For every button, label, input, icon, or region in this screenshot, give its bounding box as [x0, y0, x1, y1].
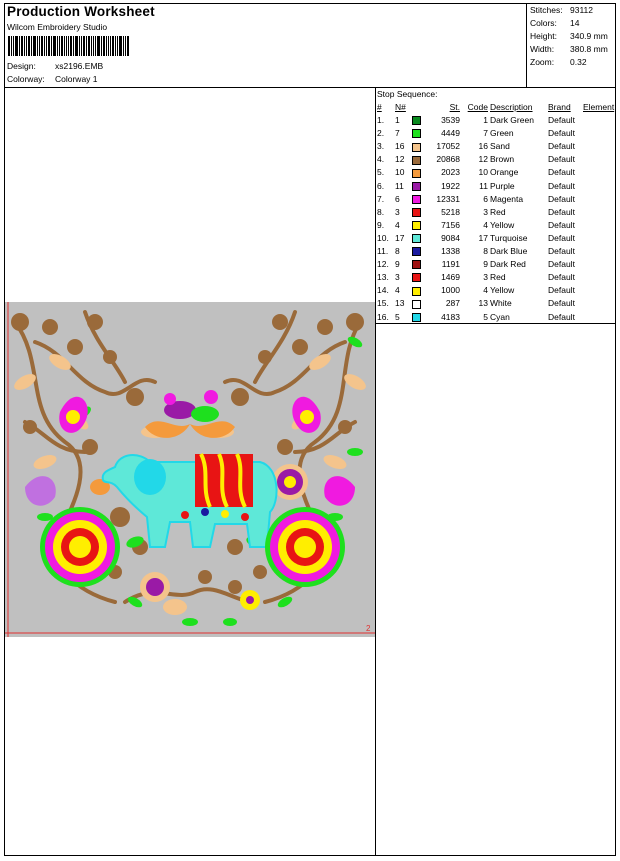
- cell-code: 8: [483, 246, 488, 257]
- cell-n: 5: [395, 311, 400, 322]
- color-swatch: [412, 169, 421, 178]
- cell-n: 6: [395, 193, 400, 204]
- barcode-bar: [108, 36, 109, 56]
- cell-idx: 8.: [377, 206, 385, 217]
- table-row: [377, 271, 614, 284]
- table-row: [377, 206, 614, 219]
- cell-brand: Default: [548, 311, 575, 322]
- table-row: [377, 127, 614, 140]
- header-divider: [4, 87, 616, 88]
- barcode-bar: [125, 36, 126, 56]
- color-swatch-cell: [412, 245, 426, 258]
- color-swatch: [412, 221, 421, 230]
- barcode-bar: [46, 36, 47, 56]
- cell-brand: Default: [548, 180, 575, 191]
- color-swatch: [412, 116, 421, 125]
- cell-idx: 16.: [377, 311, 389, 322]
- cell-element: [583, 127, 614, 140]
- color-swatch-cell: [412, 297, 426, 310]
- cell-n: 16: [395, 141, 405, 152]
- cell-element: [583, 206, 614, 219]
- barcode-bar: [73, 36, 74, 56]
- page-title: Production Worksheet: [7, 4, 155, 19]
- stop-sequence-title: Stop Sequence:: [377, 89, 438, 99]
- cell-brand: Default: [548, 206, 575, 217]
- barcode-bar: [64, 36, 65, 56]
- cell-st: 9084: [441, 232, 460, 243]
- software-name: Wilcom Embroidery Studio: [7, 22, 108, 32]
- cell-idx: 1.: [377, 115, 385, 126]
- stat-width: [530, 43, 608, 56]
- barcode-bar: [53, 36, 56, 56]
- cell-n: 3: [395, 206, 400, 217]
- cell-desc: Dark Red: [490, 259, 526, 270]
- barcode-bar: [21, 36, 23, 56]
- barcode-bar: [61, 36, 63, 56]
- cell-element: [583, 193, 614, 206]
- cell-n: 7: [395, 128, 400, 139]
- cell-idx: 11.: [377, 246, 389, 257]
- color-swatch-cell: [412, 114, 426, 127]
- cell-brand: Default: [548, 246, 575, 257]
- barcode-bar: [110, 36, 111, 56]
- header-description: Description: [490, 102, 533, 112]
- table-row: [377, 114, 614, 127]
- cell-idx: 2.: [377, 128, 385, 139]
- cell-code: 10: [478, 167, 488, 178]
- barcode-bar: [91, 36, 92, 56]
- cell-desc: Orange: [490, 167, 519, 178]
- cell-st: 3539: [441, 115, 460, 126]
- barcode-bar: [117, 36, 118, 56]
- barcode-bar: [33, 36, 36, 56]
- color-swatch: [412, 300, 421, 309]
- color-swatch: [412, 195, 421, 204]
- cell-desc: Purple: [490, 180, 515, 191]
- barcode-bar: [48, 36, 50, 56]
- cell-st: 287: [445, 298, 460, 309]
- cell-st: 1922: [441, 180, 460, 191]
- cell-st: 2023: [441, 167, 460, 178]
- cell-desc: Yellow: [490, 285, 515, 296]
- barcode-bar: [44, 36, 45, 56]
- table-row: [377, 166, 614, 179]
- color-swatch: [412, 182, 421, 191]
- cell-brand: Default: [548, 232, 575, 243]
- cell-element: [583, 311, 614, 324]
- barcode-bar: [51, 36, 52, 56]
- header-needle: N#: [395, 102, 406, 112]
- color-swatch: [412, 234, 421, 243]
- color-swatch-cell: [412, 258, 426, 271]
- cell-code: 17: [478, 232, 488, 243]
- color-swatch: [412, 260, 421, 269]
- color-swatch: [412, 129, 421, 138]
- color-swatch-cell: [412, 219, 426, 232]
- cell-desc: Magenta: [490, 193, 524, 204]
- color-swatch-cell: [412, 232, 426, 245]
- cell-brand: Default: [548, 272, 575, 283]
- color-swatch-cell: [412, 206, 426, 219]
- stat-value: 380.8 mm: [570, 44, 608, 54]
- colorway-row: [7, 74, 98, 84]
- cell-n: 11: [395, 180, 404, 191]
- barcode-bar: [79, 36, 80, 56]
- color-swatch-cell: [412, 311, 426, 324]
- cell-brand: Default: [548, 167, 575, 178]
- cell-element: [583, 140, 614, 153]
- cell-idx: 4.: [377, 154, 385, 165]
- color-swatch-cell: [412, 153, 426, 166]
- cell-element: [583, 166, 614, 179]
- cell-desc: Yellow: [490, 219, 515, 230]
- cell-st: 1469: [441, 272, 460, 283]
- barcode-bar: [13, 36, 14, 56]
- cell-code: 3: [483, 206, 488, 217]
- header-element: Element: [583, 102, 615, 112]
- stat-colors: [530, 17, 608, 30]
- table-row: [377, 232, 614, 245]
- cell-idx: 14.: [377, 285, 389, 296]
- cell-element: [583, 271, 614, 284]
- cell-idx: 12.: [377, 259, 389, 270]
- barcode-bar: [24, 36, 25, 56]
- design-preview: [5, 302, 375, 637]
- cell-desc: Turquoise: [490, 232, 528, 243]
- barcode-bar: [93, 36, 94, 56]
- table-row: [377, 180, 614, 193]
- cell-desc: Sand: [490, 141, 510, 152]
- table-row: [377, 311, 614, 324]
- color-swatch-cell: [412, 140, 426, 153]
- cell-idx: 15.: [377, 298, 389, 309]
- table-row: [377, 284, 614, 297]
- header-index: #: [377, 102, 382, 112]
- cell-desc: Dark Green: [490, 115, 534, 126]
- table-row: [377, 258, 614, 271]
- stat-value: 340.9 mm: [570, 31, 608, 41]
- barcode-bar: [41, 36, 43, 56]
- color-swatch: [412, 247, 421, 256]
- cell-element: [583, 284, 614, 297]
- barcode-bar: [57, 36, 58, 56]
- cell-element: [583, 114, 614, 127]
- color-swatch: [412, 287, 421, 296]
- stat-label: Height:: [530, 31, 557, 41]
- cell-brand: Default: [548, 285, 575, 296]
- table-row: [377, 297, 614, 310]
- cell-code: 1: [483, 115, 488, 126]
- cell-element: [583, 245, 614, 258]
- cell-code: 9: [483, 259, 488, 270]
- cell-desc: Cyan: [490, 311, 510, 322]
- cell-st: 20868: [436, 154, 460, 165]
- stats-divider: [526, 3, 527, 87]
- cell-brand: Default: [548, 298, 575, 309]
- color-swatch: [412, 273, 421, 282]
- barcode-bar: [95, 36, 96, 56]
- cell-n: 17: [395, 232, 405, 243]
- cell-brand: Default: [548, 259, 575, 270]
- cell-desc: Brown: [490, 154, 515, 165]
- colorway-value: Colorway 1: [55, 74, 98, 84]
- cell-n: 4: [395, 285, 400, 296]
- cell-desc: Red: [490, 206, 506, 217]
- table-row: [377, 219, 614, 232]
- cell-idx: 9.: [377, 219, 385, 230]
- barcode-bar: [26, 36, 27, 56]
- embroidery-design-image: [5, 302, 375, 637]
- stat-value: 0.32: [570, 57, 587, 67]
- cell-n: 9: [395, 259, 400, 270]
- cell-element: [583, 180, 614, 193]
- color-swatch: [412, 313, 421, 322]
- cell-brand: Default: [548, 154, 575, 165]
- barcode-bar: [106, 36, 107, 56]
- cell-idx: 7.: [377, 193, 385, 204]
- barcode-bar: [11, 36, 12, 56]
- header-stitches: St.: [449, 102, 460, 112]
- color-swatch: [412, 156, 421, 165]
- cell-code: 12: [478, 154, 488, 165]
- design-stats: [530, 4, 608, 69]
- color-swatch-cell: [412, 180, 426, 193]
- cell-code: 3: [483, 272, 488, 283]
- barcode-bar: [119, 36, 122, 56]
- cell-n: 12: [395, 154, 405, 165]
- barcode-bar: [68, 36, 69, 56]
- table-row: [377, 193, 614, 206]
- stat-value: 14: [570, 18, 580, 28]
- stat-stitches: [530, 4, 608, 17]
- cell-brand: Default: [548, 141, 575, 152]
- cell-st: 17052: [436, 141, 460, 152]
- cell-element: [583, 232, 614, 245]
- barcode-bar: [83, 36, 85, 56]
- color-swatch-cell: [412, 271, 426, 284]
- barcode-bar: [81, 36, 82, 56]
- cell-st: 1191: [441, 259, 460, 270]
- stat-zoom: [530, 56, 608, 69]
- table-row: [377, 140, 614, 153]
- design-row: [7, 61, 103, 71]
- color-swatch-cell: [412, 166, 426, 179]
- header-brand: Brand: [548, 102, 571, 112]
- stat-value: 93112: [570, 5, 594, 15]
- header-swatch: [412, 101, 426, 114]
- color-swatch-cell: [412, 193, 426, 206]
- barcode-bar: [8, 36, 10, 56]
- barcode-bar: [112, 36, 114, 56]
- cell-code: 7: [483, 128, 488, 139]
- cell-brand: Default: [548, 193, 575, 204]
- stat-label: Colors:: [530, 18, 557, 28]
- cell-n: 1: [395, 115, 400, 126]
- barcode-bar: [15, 36, 18, 56]
- barcode: [8, 36, 130, 56]
- table-header-row: [377, 101, 614, 114]
- design-value: xs2196.EMB: [55, 61, 104, 71]
- table-row: [377, 153, 614, 166]
- cell-st: 4183: [441, 311, 460, 322]
- cell-n: 10: [395, 167, 405, 178]
- barcode-bar: [127, 36, 129, 56]
- header-code: Code: [467, 102, 488, 112]
- cell-n: 4: [395, 219, 400, 230]
- cell-code: 4: [483, 285, 488, 296]
- barcode-bar: [97, 36, 100, 56]
- cell-idx: 10.: [377, 232, 389, 243]
- color-swatch-cell: [412, 127, 426, 140]
- cell-st: 1000: [441, 285, 460, 296]
- cell-st: 1338: [441, 246, 460, 257]
- colorway-label: Colorway:: [7, 74, 45, 84]
- cell-st: 7156: [441, 219, 460, 230]
- barcode-bar: [66, 36, 67, 56]
- barcode-bar: [101, 36, 102, 56]
- cell-code: 6: [483, 193, 488, 204]
- barcode-bar: [88, 36, 90, 56]
- barcode-bar: [115, 36, 116, 56]
- cell-n: 3: [395, 272, 400, 283]
- barcode-bar: [59, 36, 60, 56]
- barcode-bar: [39, 36, 40, 56]
- barcode-bar: [123, 36, 124, 56]
- barcode-bar: [75, 36, 78, 56]
- column-divider: [375, 87, 376, 856]
- stat-height: [530, 30, 608, 43]
- cell-idx: 13.: [377, 272, 389, 283]
- cell-brand: Default: [548, 115, 575, 126]
- cell-element: [583, 258, 614, 271]
- cell-st: 12331: [436, 193, 460, 204]
- cell-desc: White: [490, 298, 512, 309]
- stat-label: Zoom:: [530, 57, 555, 67]
- barcode-bar: [31, 36, 32, 56]
- barcode-bar: [70, 36, 72, 56]
- cell-idx: 6.: [377, 180, 385, 191]
- cell-desc: Green: [490, 128, 514, 139]
- cell-st: 4449: [441, 128, 460, 139]
- table-row: [377, 245, 614, 258]
- cell-brand: Default: [548, 219, 575, 230]
- cell-code: 13: [478, 298, 488, 309]
- cell-desc: Dark Blue: [490, 246, 528, 257]
- cell-desc: Red: [490, 272, 506, 283]
- cell-code: 4: [483, 219, 488, 230]
- stat-label: Width:: [530, 44, 555, 54]
- cell-n: 13: [395, 298, 405, 309]
- barcode-bar: [103, 36, 105, 56]
- barcode-bar: [37, 36, 38, 56]
- cell-element: [583, 219, 614, 232]
- cell-n: 8: [395, 246, 400, 257]
- cell-code: 5: [483, 311, 488, 322]
- stop-sequence-table: [377, 101, 614, 324]
- cell-element: [583, 297, 614, 310]
- cell-code: 16: [478, 141, 488, 152]
- design-label: Design:: [7, 61, 36, 71]
- cell-st: 5218: [441, 206, 460, 217]
- color-swatch: [412, 208, 421, 217]
- barcode-bar: [19, 36, 20, 56]
- color-swatch-cell: [412, 284, 426, 297]
- cell-code: 11: [479, 180, 488, 191]
- cell-idx: 5.: [377, 167, 385, 178]
- cell-element: [583, 153, 614, 166]
- barcode-bar: [86, 36, 87, 56]
- stat-label: Stitches:: [530, 5, 563, 15]
- cell-idx: 3.: [377, 141, 385, 152]
- barcode-bar: [28, 36, 30, 56]
- cell-brand: Default: [548, 128, 575, 139]
- color-swatch: [412, 143, 421, 152]
- corner-marker: 2: [366, 624, 371, 633]
